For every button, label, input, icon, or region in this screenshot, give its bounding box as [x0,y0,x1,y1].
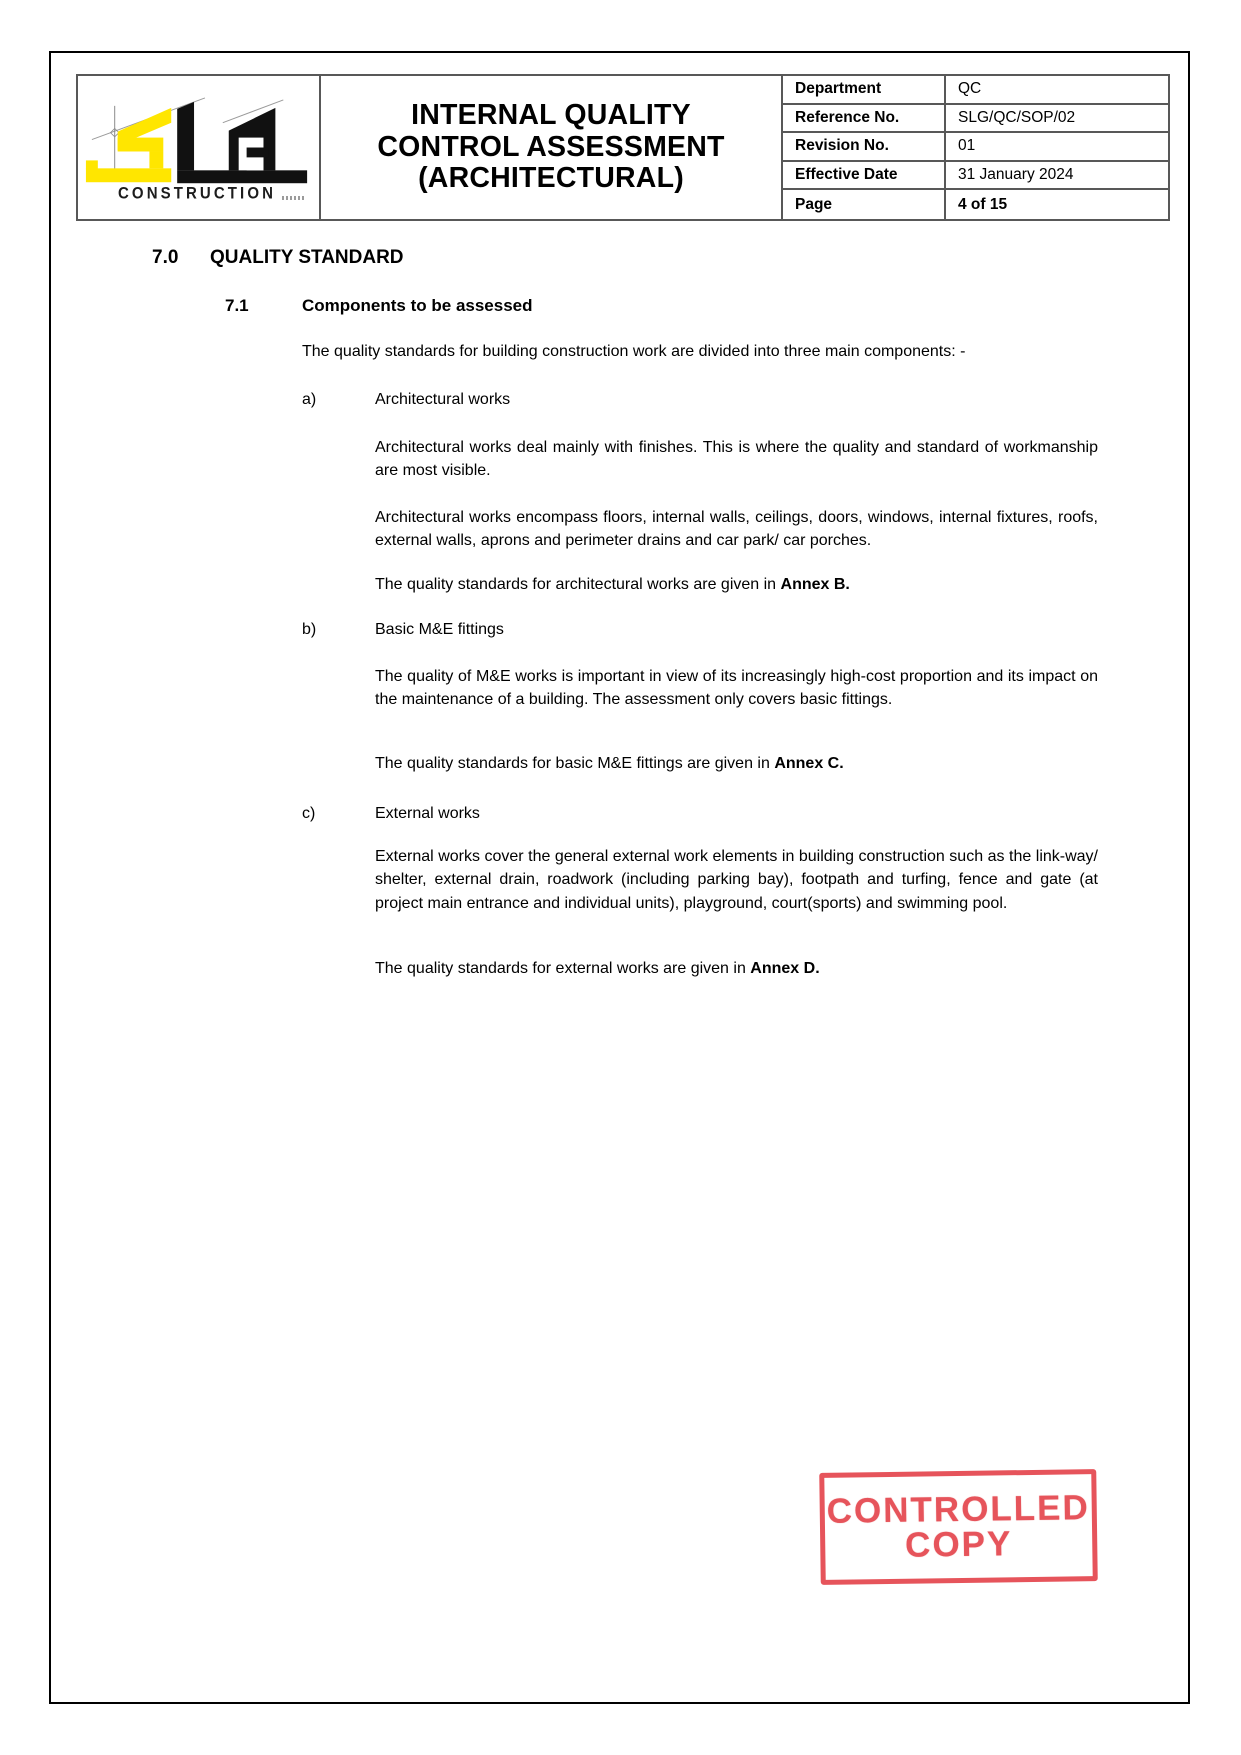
info-value: QC [958,80,982,98]
item-c-label: c) [302,805,316,822]
info-value: 01 [958,137,976,155]
stamp-text-line2: COPY [904,1524,1013,1565]
info-value: SLG/QC/SOP/02 [958,108,1076,126]
title-line: CONTROL ASSESSMENT [377,130,725,163]
subsection-number: 7.1 [225,296,249,315]
info-label: Effective Date [783,162,946,189]
info-label: Department [783,76,946,103]
annex-prefix: The quality standards for architectural works are given in [375,576,781,593]
title-line: (ARCHITECTURAL) [418,162,684,195]
intro-paragraph: The quality standards for building construction work are divided into three main components: - [302,343,966,360]
title-line: INTERNAL QUALITY [411,99,691,132]
annex-reference-line [375,957,1135,980]
annex-ref: Annex D. [750,960,820,977]
logo-caption: CONSTRUCTION [118,184,277,203]
document-info-table [783,76,1168,219]
section-number: 7.0 [152,247,179,268]
section-title: QUALITY STANDARD [210,247,404,268]
subsection-title: Components to be assessed [302,296,533,315]
info-label: Revision No. [783,133,946,160]
item-a-title: Architectural works [375,391,511,408]
paragraph: The quality of M&E works is important in view of its increasingly high-cost proportion and its impact on the maintenance of a building. The assessment only covers basic fittings. [375,668,1098,709]
annex-ref: Annex B. [780,576,850,593]
annex-reference-line [375,752,1135,775]
annex-prefix: The quality standards for external works are given in [375,960,751,977]
controlled-copy-stamp [819,1469,1098,1585]
table-row [783,133,1168,162]
stamp-text-line1: CONTROLLED [826,1487,1091,1531]
table-row [783,162,1168,191]
table-row [783,105,1168,134]
paragraph: Architectural works encompass floors, internal walls, ceilings, doors, windows, internal fixtures, roofs, external walls, aprons and perimeter drains and car park/ car porches. [375,509,1098,550]
table-row [783,190,1168,219]
item-b-title: Basic M&E fittings [375,621,504,638]
item-b-label: b) [302,621,317,638]
paragraph: External works cover the general external work elements in building construction such as the link-way/ shelter, external drain, roadwork (including parking bay), footpath and turfing, fence and gate (at project main entrance and individual units), playground, court(sports) and swimming pool. [375,848,1098,912]
info-label: Page [783,190,946,219]
document-title [321,76,783,219]
company-logo [78,76,321,219]
document-header [76,74,1170,221]
annex-prefix: The quality standards for basic M&E fittings are given in [375,755,775,772]
info-label: Reference No. [783,105,946,132]
table-row [783,76,1168,105]
item-c-title: External works [375,805,480,822]
info-value: 31 January 2024 [958,166,1074,184]
annex-ref: Annex C. [774,755,844,772]
annex-reference-line [375,573,1135,596]
info-value-page: 4 of 15 [958,195,1008,213]
item-a-label: a) [302,391,317,408]
paragraph: Architectural works deal mainly with finishes. This is where the quality and standard of workmanship are most visible. [375,439,1098,480]
logo-fine-print [282,196,304,200]
